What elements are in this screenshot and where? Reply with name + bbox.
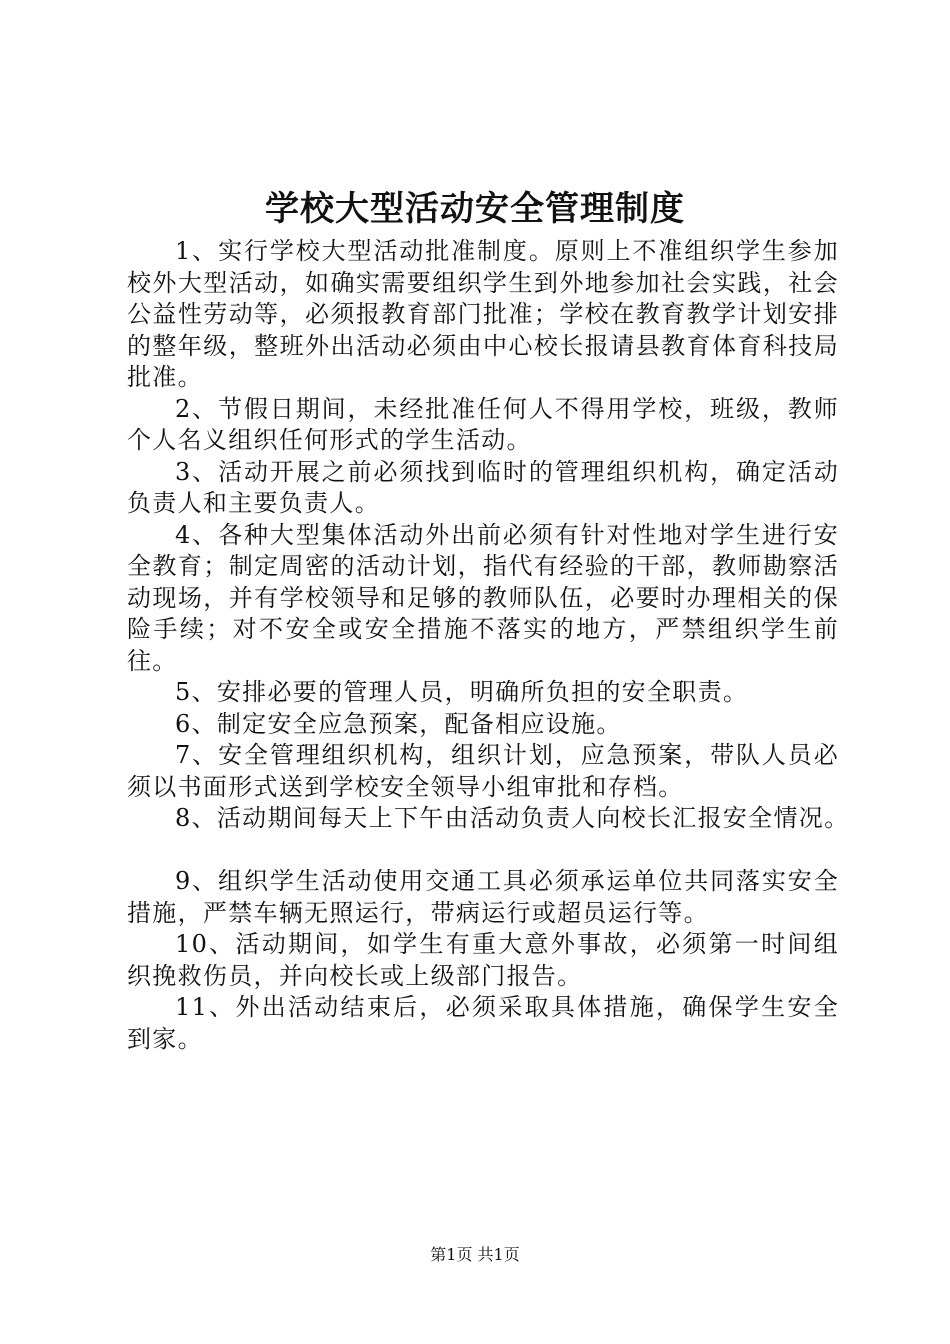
paragraph-9: 9、组织学生活动使用交通工具必须承运单位共同落实安全措施，严禁车辆无照运行，带病运行或超员运行等。 [127, 867, 839, 927]
paragraph-5: 5、安排必要的管理人员，明确所负担的安全职责。 [175, 678, 749, 706]
paragraph-11: 11、外出活动结束后，必须采取具体措施，确保学生安全到家。 [127, 993, 839, 1053]
paragraph-spacer [127, 835, 839, 867]
paragraph-3: 3、活动开展之前必须找到临时的管理组织机构，确定活动负责人和主要负责人。 [127, 457, 839, 517]
document-body [127, 236, 850, 1055]
paragraph-1: 1、实行学校大型活动批准制度。原则上不准组织学生参加校外大型活动，如确实需要组织学生到外地参加社会实践，社会公益性劳动等，必须报教育部门批准；学校在教育教学计划安排的整年级，整班外出活动必须由中心校长报请县教育体育科技局批准。 [127, 237, 839, 391]
paragraph-4: 4、各种大型集体活动外出前必须有针对性地对学生进行安全教育；制定周密的活动计划，指代有经验的干部，教师勘察活动现场，并有学校领导和足够的教师队伍，必要时办理相关的保险手续；对不安全或安全措施不落实的地方，严禁组织学生前往。 [127, 520, 839, 675]
paragraph-10: 10、活动期间，如学生有重大意外事故，必须第一时间组织挽救伤员，并向校长或上级部门报告。 [127, 930, 839, 990]
paragraph-2: 2、节假日期间，未经批准任何人不得用学校，班级，教师个人名义组织任何形式的学生活动。 [127, 394, 839, 454]
document-title: 学校大型活动安全管理制度 [265, 189, 685, 229]
paragraph-8: 8、活动期间每天上下午由活动负责人向校长汇报安全情况。 [175, 804, 850, 832]
page-number-footer: 第1页 共1页 [430, 1245, 520, 1264]
paragraph-7: 7、安全管理组织机构，组织计划，应急预案，带队人员必须以书面形式送到学校安全领导小组审批和存档。 [127, 741, 839, 801]
paragraph-6: 6、制定安全应急预案，配备相应设施。 [175, 709, 622, 738]
